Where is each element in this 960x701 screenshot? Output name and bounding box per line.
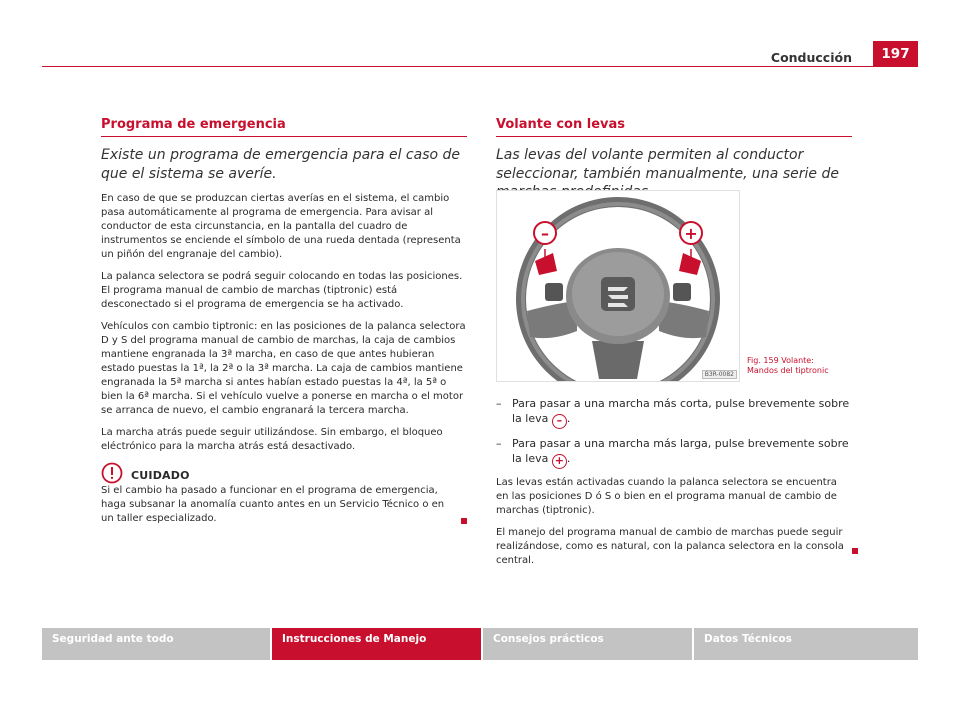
emergency-paragraph: En caso de que se produzcan ciertas averías en el sistema, el cambio pasa automáticamente al programa de emergencia. Para avisar al conductor de esta circunstancia, en la pantalla del cuadro de instrumentos se enciende el símbolo de una rueda dentada (representa un piñón del engranaje del cambio).: [101, 193, 461, 260]
section-end-mark: [852, 548, 858, 554]
list-text: Para pasar a una marcha más corta, pulse brevemente sobre la leva: [512, 397, 850, 425]
section-end-mark: [461, 518, 467, 524]
figure-caption: Fig. 159 Volante: Mandos del tiptronic: [747, 356, 829, 375]
tab-seguridad[interactable]: Seguridad ante todo: [42, 628, 270, 660]
caution-header: [101, 468, 467, 484]
levers-lead: Las levas del volante permiten al conductor seleccionar, también manualmente, una serie de: [496, 147, 839, 182]
caution-title: CUIDADO: [131, 469, 190, 482]
levers-paragraph: Las levas están activadas cuando la palanca selectora se encuentra en las posiciones D ó S o bien en el programa manual de cambio de marchas (tiptronic).: [496, 477, 837, 516]
tab-consejos[interactable]: Consejos prácticos: [483, 628, 692, 660]
list-end: .: [566, 412, 571, 425]
emergency-paragraph: La palanca selectora se podrá seguir colocando en todas las posiciones. El programa manual de cambio de marchas (tiptronic) está desconectado si el programa de emergencia se ha activado.: [101, 271, 463, 310]
header-rule: [42, 66, 918, 67]
list-item: [496, 396, 852, 429]
steering-wheel-illustration: [497, 191, 739, 381]
tab-instrucciones[interactable]: Instrucciones de Manejo: [272, 628, 481, 660]
list-dash: –: [496, 437, 502, 450]
emergency-paragraph: La marcha atrás puede seguir utilizándose. Sin embargo, el bloqueo eléctrónico para la marcha atrás está desactivado.: [101, 427, 443, 452]
page-number: 197: [873, 41, 918, 67]
plus-lever-key: +: [552, 454, 567, 469]
plus-callout-label: +: [684, 224, 698, 243]
caution-box: [101, 468, 467, 526]
steering-wheel-figure: [496, 190, 740, 382]
levers-notes: [496, 476, 846, 576]
levers-heading-rule: [496, 136, 852, 137]
levers-paragraph: El manejo del programa manual de cambio de marchas puede seguir realizándose, como es natural, con la palanca selectora en la consola central.: [496, 527, 844, 566]
emergency-heading-rule: [101, 136, 467, 137]
section-title: Conducción: [770, 50, 852, 65]
list-dash: –: [496, 397, 502, 410]
footer-nav: [42, 628, 918, 660]
list-end: .: [566, 452, 571, 465]
emergency-paragraph: Vehículos con cambio tiptronic: en las posiciones de la palanca selectora D y S del programa manual de cambio de marchas, la caja de cambios mantiene engranada la 3ª marcha, en caso de que antes hubieran estado puestas la 1ª, la 2ª o la 3ª marcha. La caja de cambios mantiene engranada la 5ª marcha si antes habían estado puestas la 4ª, la 5ª o bien la 6ª marcha. Si el vehículo vuelve a ponerse en marcha o el motor se arranca de nuevo, el cambio engranará la tercera marcha.: [101, 321, 466, 416]
minus-lever-key: –: [552, 414, 567, 429]
emergency-lead: Existe un programa de emergencia para el caso de que el sistema se averíe.: [101, 147, 461, 182]
left-column: [101, 118, 467, 526]
emergency-heading: Programa de emergencia: [101, 117, 286, 132]
list-item: [496, 436, 852, 469]
levers-heading: Volante con levas: [496, 117, 625, 132]
minus-callout-label: –: [541, 224, 549, 243]
figure-code: B3R-0082: [702, 370, 737, 379]
tab-datos[interactable]: Datos Técnicos: [694, 628, 918, 660]
warning-icon: [101, 462, 123, 484]
list-text: Para pasar a una marcha más larga, pulse brevemente sobre la leva: [512, 437, 849, 465]
caution-text: Si el cambio ha pasado a funcionar en el programa de emergencia, haga subsanar la anomalía cuanto antes en un Servicio Técnico o en un taller especializado.: [101, 485, 445, 524]
right-column: [496, 118, 852, 202]
